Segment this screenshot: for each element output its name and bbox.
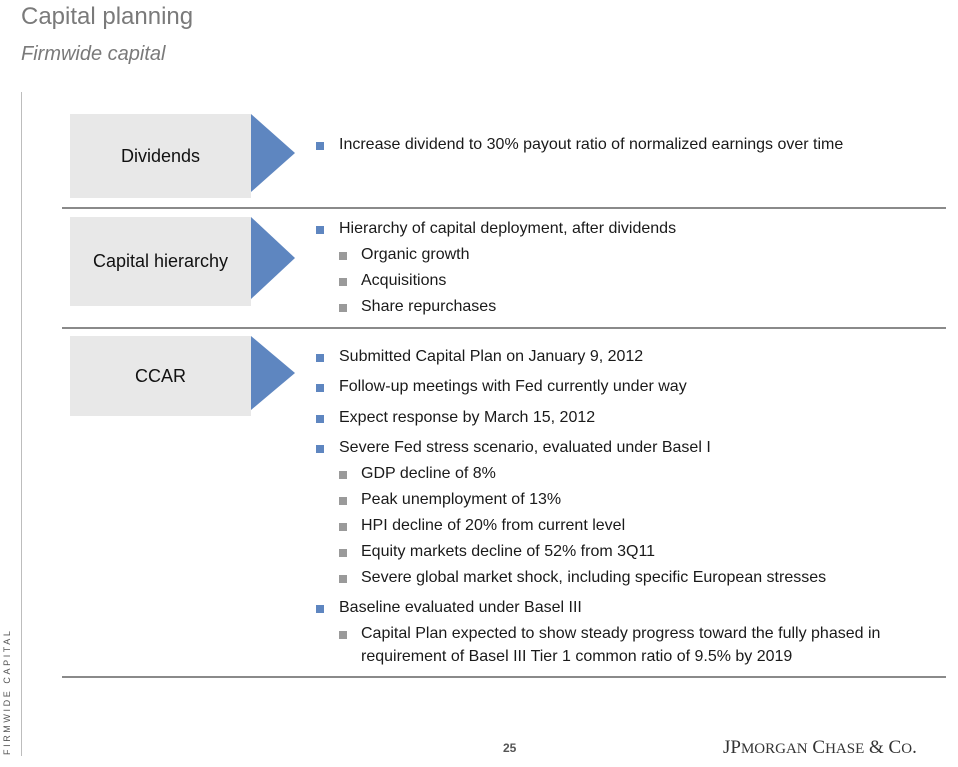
sub-bullet-marker xyxy=(339,278,347,286)
sub-bullet-marker xyxy=(339,304,347,312)
bullet-marker xyxy=(316,445,324,453)
section-label: Capital hierarchy xyxy=(92,251,229,271)
section-label-box xyxy=(70,114,251,198)
left-divider xyxy=(21,92,22,756)
sub-bullet-marker xyxy=(339,252,347,260)
section-label: Dividends xyxy=(120,145,201,166)
sub-bullet-marker xyxy=(339,471,347,479)
bullet-marker xyxy=(316,142,324,150)
bullet-marker xyxy=(316,226,324,234)
bullet-marker xyxy=(316,384,324,392)
page-number: 25 xyxy=(503,741,517,755)
section-divider xyxy=(62,207,946,209)
sub-bullet-item: Organic growth xyxy=(361,246,470,263)
sub-bullet-item: Peak unemployment of 13% xyxy=(361,491,562,508)
section-label-box xyxy=(70,217,251,306)
section-label-box xyxy=(70,336,251,416)
side-section-label: FIRMWIDE CAPITAL xyxy=(2,628,12,755)
company-logo: JPMORGAN CHASE & CO. xyxy=(723,737,917,758)
bullet-item: Hierarchy of capital deployment, after dividends xyxy=(339,220,677,237)
page-subtitle: Firmwide capital xyxy=(21,43,166,65)
sub-bullet-continuation: requirement of Basel III Tier 1 common ratio of 9.5% by 2019 xyxy=(361,648,793,665)
bullet-marker xyxy=(316,605,324,613)
sub-bullet-item: GDP decline of 8% xyxy=(361,465,496,482)
sub-bullet-item: Equity markets decline of 52% from 3Q11 xyxy=(361,543,656,560)
section-arrow xyxy=(251,114,296,192)
bullet-item: Submitted Capital Plan on January 9, 2012 xyxy=(339,348,644,365)
sub-bullet-marker xyxy=(339,549,347,557)
sub-bullet-item: Share repurchases xyxy=(361,298,497,315)
page-title: Capital planning xyxy=(21,3,194,30)
sub-bullet-item: Capital Plan expected to show steady progress toward the fully phased in xyxy=(361,625,881,642)
section-label: CCAR xyxy=(134,365,186,386)
sub-bullet-item: HPI decline of 20% from current level xyxy=(361,517,626,534)
sub-bullet-marker xyxy=(339,575,347,583)
section-arrow xyxy=(251,217,296,299)
bullet-item: Baseline evaluated under Basel III xyxy=(339,599,582,616)
section-arrow xyxy=(251,336,296,410)
sub-bullet-item: Severe global market shock, including specific European stresses xyxy=(361,569,827,586)
bullet-item: Increase dividend to 30% payout ratio of normalized earnings over time xyxy=(339,136,844,153)
bullet-item: Severe Fed stress scenario, evaluated under Basel I xyxy=(339,439,711,456)
section-divider xyxy=(62,327,946,329)
sub-bullet-marker xyxy=(339,631,347,639)
sub-bullet-marker xyxy=(339,497,347,505)
sub-bullet-item: Acquisitions xyxy=(361,272,447,289)
bullet-marker xyxy=(316,415,324,423)
bullet-marker xyxy=(316,354,324,362)
section-divider xyxy=(62,676,946,678)
bullet-item: Follow-up meetings with Fed currently under way xyxy=(339,378,687,395)
sub-bullet-marker xyxy=(339,523,347,531)
bullet-item: Expect response by March 15, 2012 xyxy=(339,409,596,426)
